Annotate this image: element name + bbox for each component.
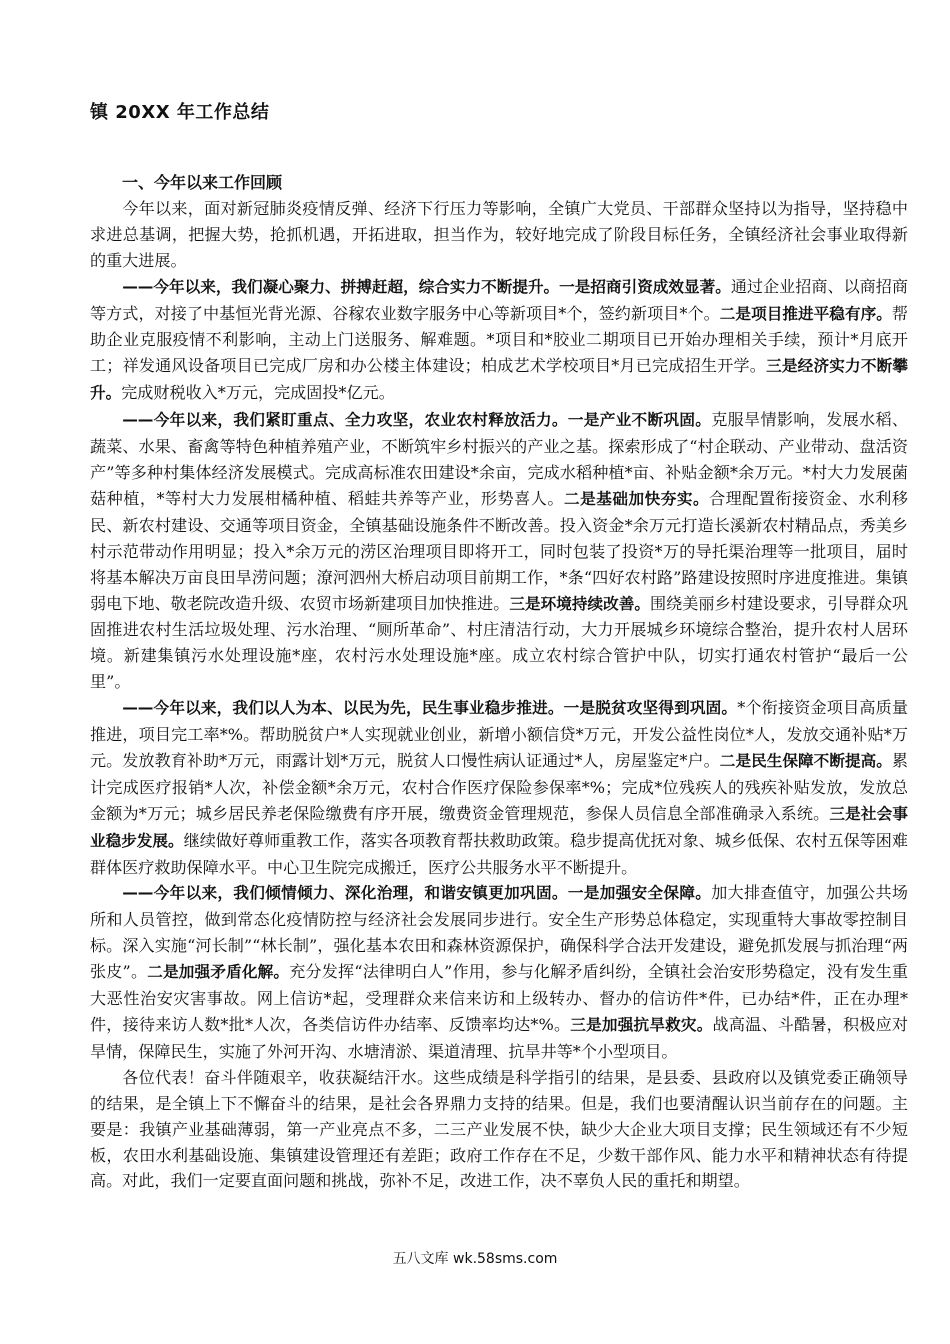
paragraph-livelihood (90, 695, 908, 880)
text-run-1: 通过企业招商、以商招商等方式，对接了中基恒光背光源、谷稼农业数字服务中心等新项目*个，签约新项目*个。 (90, 276, 908, 323)
paragraph-economy (90, 274, 908, 408)
text-run-3: 帮助企业克服疫情不利影响，主动上门送服务、解难题。*项目和*胶业二期项目已开始办理相关手续，预计*月底开工；祥发通风设备项目已完成厂房和办公楼主体建设；柏成艺术学校项目*月已完成招生开学。 (90, 303, 908, 376)
text-run-5: 完成财税收入*万元，完成固投*亿元。 (121, 383, 395, 403)
text-run-5: 战高温、斗酷暑，积极应对旱情，保障民生，实施了外河开沟、水塘清淤、渠道清理、抗旱井等*个小型项目。 (90, 1015, 908, 1061)
document-title: 镇 20XX 年工作总结 (90, 102, 270, 123)
closing-paragraph: 各位代表！奋斗伴随艰辛，收获凝结汗水。这些成绩是科学指引的结果，是县委、县政府以及镇党委正确领导的结果，是全镇上下不懈奋斗的结果，是社会各界鼎力支持的结果。但是，我们也要清醒认识当前存在的问题。主要是：我镇产业基础薄弱，第一产业亮点不多，二三产业发展不快，缺少大企业大项目支撑；民生领域还有不少短板，农田水利基础设施、集镇建设管理还有差距；政府工作存在不足，少数干部作风、能力水平和精神状态有待提高。对此，我们一定要直面问题和挑战，弥补不足，改进工作，决不辜负人民的重托和期望。 (90, 1067, 908, 1191)
text-run-3: 合理配置衔接资金、水利移民、新农村建设、交通等项目资金，全镇基础设施条件不断改善。投入资金*余万元打造长溪新农村精品点，秀美乡村示范带动作用明显；投入*余万元的涝区治理项目即将开工，同时包装了投资*万的导托渠治理等一批项目，届时将基本解决万亩良田旱涝问题；潦河泗州大桥启动项目前期工作，*条“四好农村路”路建设按照时序进度推进。集镇弱电下地、敬老院改造升级、农贸市场新建项目加快推进。 (90, 488, 908, 613)
bold-run-2: 二是基础加快夯实。 (563, 489, 710, 508)
text-run-3: 充分发挥“法律明白人”作用，参与化解矛盾纠纷，全镇社会治安形势稳定，没有发生重大恶性治安灾害事故。网上信访*起，受理群众来信来访和上级转办、督办的信访件*件，已办结*件，正在办理*件，接待来访人数*批*人次，各类信访件办结率、反馈率均达*%。 (90, 962, 908, 1034)
bold-run-4: 三是经济实力不断攀升。 (90, 357, 908, 403)
bold-run-4: 三是社会事业稳步发展。 (90, 804, 908, 850)
text-run-3: 累计完成医疗报销*人次，补偿金额*余万元，农村合作医疗保险参保率*%；完成*位残疾人的残疾补贴发放，发放总金额为*万元；城乡居民养老保险缴费有序开展，缴费资金管理规范，参保人员信息全部准确录入系统。 (90, 750, 908, 823)
intro-paragraph: 今年以来，面对新冠肺炎疫情反弹、经济下行压力等影响，全镇广大党员、干部群众坚持以为指导，坚持稳中求进总基调，把握大势，抢抓机遇，开拓进取，担当作为，较好地完成了阶段目标任务，全镇经济社会事业取得新的重大进展。 (90, 198, 908, 270)
bold-run-0: ——今年以来，我们以人为本、以民为先，民生事业稳步推进。一是脱贫攻坚得到巩固。 (122, 699, 738, 718)
bold-run-4: 三是环境持续改善。 (509, 594, 650, 613)
paragraph-governance (90, 880, 908, 1064)
footer-watermark: 五八文库 wk.58sms.com (392, 1251, 558, 1267)
bold-run-0: ——今年以来，我们凝心聚力、拼搏赶超，综合实力不断提升。一是招商引资成效显著。 (122, 277, 731, 296)
bold-run-2: 二是民生保障不断提高。 (719, 751, 892, 770)
text-run-1: 加大排查值守，加强公共场所和人员管控，做到常态化疫情防控与经济社会发展同步进行。安全生产形势总体稳定，实现重特大事故零控制目标。深入实施“河长制”“林长制”，强化基本农田和森林资源保护，确保科学合法开发建设，避免抓发展与抓治理“两张皮”。 (90, 883, 908, 982)
section-heading: 一、今年以来工作回顾 (122, 173, 283, 192)
text-run-5: 继续做好尊师重教工作，落实各项教育帮扶救助政策。稳步提高优抚对象、城乡低保、农村五保等困难群体医疗救助保障水平。中心卫生院完成搬迁，医疗公共服务水平不断提升。 (90, 830, 908, 877)
text-run-5: 围绕美丽乡村建设要求，引导群众巩固推进农村生活垃圾处理、污水治理、“厕所革命”、村庄清洁行动，大力开展城乡环境综合整治，提升农村人居环境。新建集镇污水处理设施*座，农村污水处理设施*座。成立农村综合管护中队，切实打通农村管护“最后一公里”。 (90, 593, 908, 692)
paragraph-agriculture (90, 407, 908, 695)
bold-run-2: 二是项目推进平稳有序。 (719, 304, 892, 323)
document-body (90, 170, 908, 1194)
text-run-1: 克服旱情影响，发展水稻、蔬菜、水果、畜禽等特色种植养殖产业，不断筑牢乡村振兴的产业之基。探索形成了“村企联动、产业带动、盘活资产”等多种村集体经济发展模式。完成高标准农田建设*余亩，完成水稻种植*亩、补贴金额*余万元。*村大力发展菌菇种植，*等村大力发展柑橘种植、稻蛙共养等产业，形势喜人。 (90, 410, 908, 508)
text-run-1: *个衔接资金项目高质量推进，项目完工率*%。帮助脱贫户*人实现就业创业，新增小额信贷*万元，开发公益性岗位*人，发放交通补贴*万元。发放教育补助*万元，雨露计划*万元，脱贫人口慢性病认证通过*人，房屋鉴定*户。 (90, 698, 908, 770)
bold-run-0: ——今年以来，我们紧盯重点、全力攻坚，农业农村释放活力。一是产业不断巩固。 (122, 411, 712, 430)
bold-run-4: 三是加强抗旱救灾。 (570, 1016, 713, 1034)
bold-run-2: 二是加强矛盾化解。 (147, 963, 290, 982)
bold-run-0: ——今年以来，我们倾情倾力、深化治理，和谐安镇更加巩固。一是加强安全保障。 (122, 884, 712, 903)
